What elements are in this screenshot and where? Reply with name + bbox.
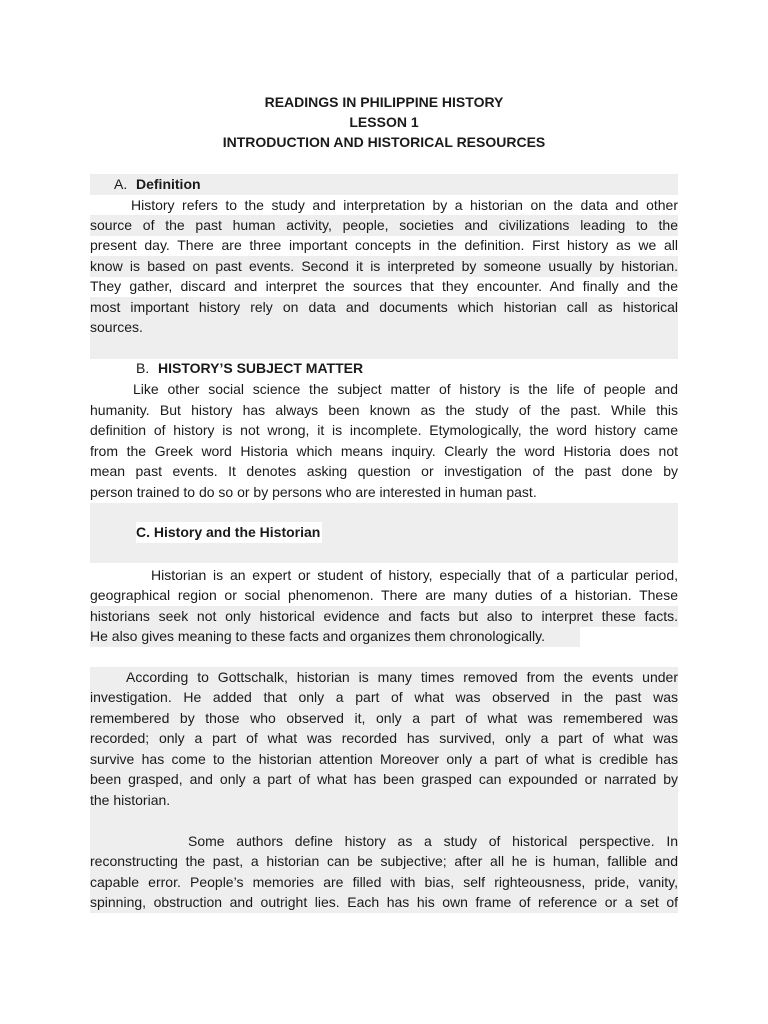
section-c-line: Some authors define history as a study of historical perspective. In [90,831,678,852]
section-c-line: spinning, obstruction and outright lies. Each has his own frame of reference or a set of [90,892,678,913]
section-c-line: reconstructing the past, a historian can be subjective; after all he is human, fallible and [90,851,678,872]
section-a-line: source of the past human activity, people, societies and civilizations leading to the [90,215,678,236]
lesson-number: LESSON 1 [349,114,419,130]
document-title: READINGS IN PHILIPPINE HISTORY [264,94,504,110]
section-c-line: recorded; only a part of what was recorded has survived, only a part of what was [90,728,678,749]
section-c-line: geographical region or social phenomenon. There are many duties of a historian. These [90,587,678,603]
section-b-line: from the Greek word Historia which means inquiry. Clearly the word Historia does not [90,443,678,459]
section-a-letter: A. [114,176,128,192]
section-c-heading: C. History and the Historian [136,522,322,543]
section-b-line: person trained to do so or by persons who are interested in human past. [90,484,537,500]
section-b-line: Like other social science the subject matter of history is the life of people and [133,381,678,397]
section-c-line: Historian is an expert or student of history, especially that of a particular period, [151,567,678,583]
section-b-line: humanity. But history has always been known as the study of the past. While this [90,402,678,418]
section-a-title: Definition [136,176,201,192]
section-a-line: present day. There are three important concepts in the definition. First history as we all [90,237,678,253]
section-a-line: most important history rely on data and documents which historian call as historical [90,297,678,318]
section-c-line: According to Gottschalk, historian is many times removed from the events under [90,667,678,688]
section-a-heading [90,174,678,195]
section-c-line: historians seek not only historical evidence and facts but also to interpret these facts. [90,606,678,627]
section-c-line: the historian. [90,790,678,831]
section-c-line: capable error. People’s memories are filled with bias, self righteousness, pride, vanity, [90,872,678,893]
section-b-line: mean past events. It denotes asking question or investigation of the past done by [90,463,678,479]
section-b-title: HISTORY’S SUBJECT MATTER [158,360,364,376]
section-a-line: History refers to the study and interpretation by a historian on the data and other [131,197,678,213]
section-b-letter: B. [136,360,150,376]
lesson-title: INTRODUCTION AND HISTORICAL RESOURCES [222,134,546,150]
section-c-line: been grasped, and only a part of what has been grasped can expounded or narrated by [90,769,678,790]
section-a-line: sources. [90,317,678,359]
section-a-line: They gather, discard and interpret the sources that they encounter. And finally and the [90,278,678,294]
section-c-line: remembered by those who observed it, only a part of what was remembered was [90,708,678,729]
section-a-line: know is based on past events. Second it is interpreted by someone usually by historian. [90,256,678,277]
section-c-line: survive has come to the historian attention Moreover only a part of what is credible has [90,749,678,770]
section-b-heading [90,358,678,379]
section-c-line: He also gives meaning to these facts and organizes them chronologically. [90,626,580,647]
section-b-line: definition of history is not wrong, it is incomplete. Etymologically, the word history came [90,422,678,438]
section-c-line: investigation. He added that only a part of what was observed in the past was [90,687,678,708]
